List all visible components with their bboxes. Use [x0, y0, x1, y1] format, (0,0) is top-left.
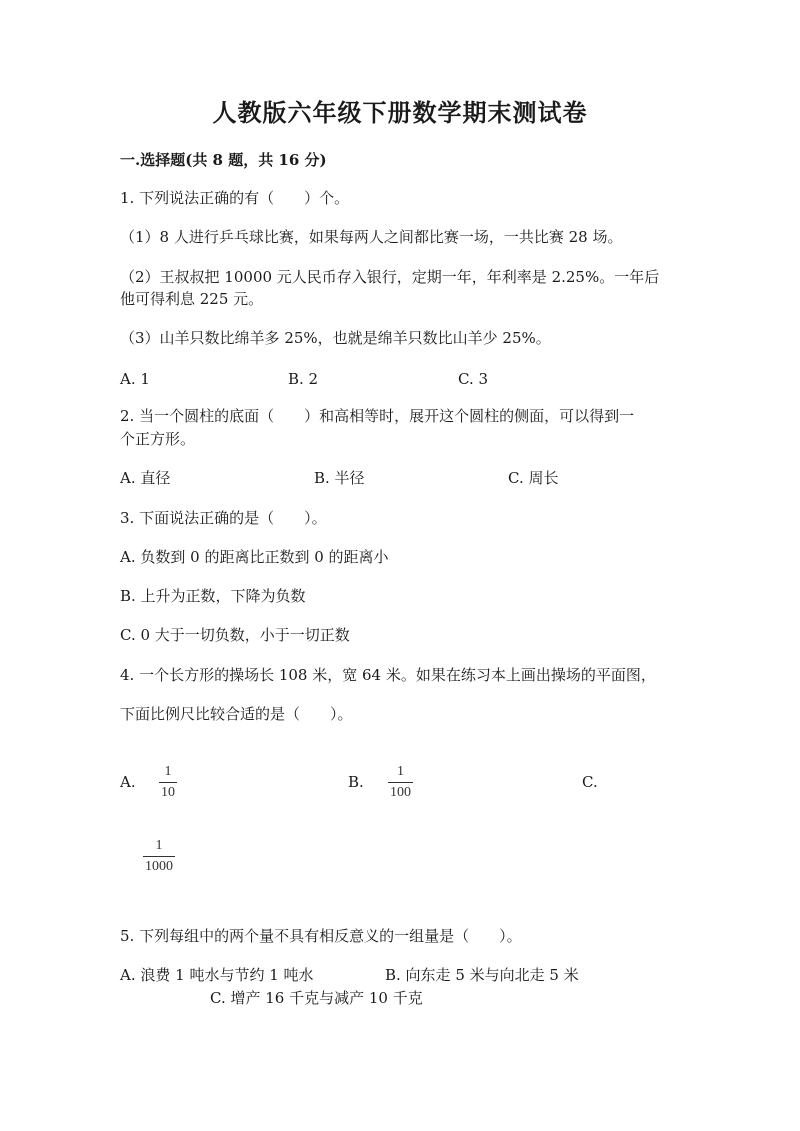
- fraction-bar: [143, 856, 175, 857]
- page-title: 人教版六年级下册数学期末测试卷: [212, 98, 588, 127]
- question-3-option-b: B. 上升为正数，下降为负数: [120, 587, 306, 605]
- question-4-fraction-c: [143, 838, 175, 875]
- question-1-option-b: B. 2: [288, 370, 319, 388]
- fraction-bar: [159, 782, 177, 783]
- question-4-stem-line-2: 下面比例尺比较合适的是（ ）。: [120, 705, 353, 723]
- question-5-stem: 5. 下列每组中的两个量不具有相反意义的一组量是（ ）。: [120, 927, 522, 945]
- question-5-option-c: C. 增产 16 千克与减产 10 千克: [210, 989, 423, 1007]
- section-heading-choice: 一.选择题(共 8 题，共 16 分): [120, 151, 327, 169]
- question-2-stem-line-2: 个正方形。: [120, 430, 196, 448]
- question-1-statement-1: （1）8 人进行乒乓球比赛，如果每两人之间都比赛一场，一共比赛 28 场。: [120, 228, 623, 246]
- question-5-option-b: B. 向东走 5 米与向北走 5 米: [385, 966, 579, 984]
- question-1-statement-3: （3）山羊只数比绵羊多 25%，也就是绵羊只数比山羊少 25%。: [120, 329, 551, 347]
- question-1-statement-2-line-1: （2）王叔叔把 10000 元人民币存入银行，定期一年，年利率是 2.25%。一年后: [120, 268, 660, 286]
- question-2-option-c: C. 周长: [508, 469, 559, 487]
- question-4-option-c: C.: [582, 773, 598, 791]
- fraction-numerator: 1: [155, 838, 163, 853]
- question-5-option-a: A. 浪费 1 吨水与节约 1 吨水: [120, 966, 314, 984]
- question-2-option-b: B. 半径: [314, 469, 365, 487]
- fraction-numerator: 1: [397, 764, 404, 779]
- question-1-option-c: C. 3: [458, 370, 489, 388]
- question-4-fraction-a: [159, 764, 177, 801]
- question-4-option-b: B.: [348, 773, 364, 791]
- question-1-statement-2-line-2: 他可得利息 225 元。: [120, 290, 264, 308]
- question-1-stem: 1. 下列说法正确的有（ ）个。: [120, 189, 350, 207]
- fraction-numerator: 1: [164, 764, 172, 779]
- question-2-stem-line-1: 2. 当一个圆柱的底面（ ）和高相等时，展开这个圆柱的侧面，可以得到一: [120, 407, 635, 425]
- question-1-option-a: A. 1: [120, 370, 150, 388]
- question-4-option-a: A.: [120, 773, 136, 791]
- question-4-fraction-b: [388, 764, 413, 801]
- question-2-option-a: A. 直径: [120, 469, 171, 487]
- question-4-stem-line-1: 4. 一个长方形的操场长 108 米，宽 64 米。如果在练习本上画出操场的平面图，: [120, 666, 656, 684]
- fraction-denominator: 100: [390, 785, 411, 800]
- fraction-denominator: 1000: [145, 859, 173, 874]
- fraction-bar: [388, 782, 413, 783]
- question-3-stem: 3. 下面说法正确的是（ ）。: [120, 509, 327, 527]
- fraction-denominator: 10: [161, 785, 175, 800]
- question-3-option-c: C. 0 大于一切负数，小于一切正数: [120, 626, 350, 644]
- question-3-option-a: A. 负数到 0 的距离比正数到 0 的距离小: [120, 548, 389, 566]
